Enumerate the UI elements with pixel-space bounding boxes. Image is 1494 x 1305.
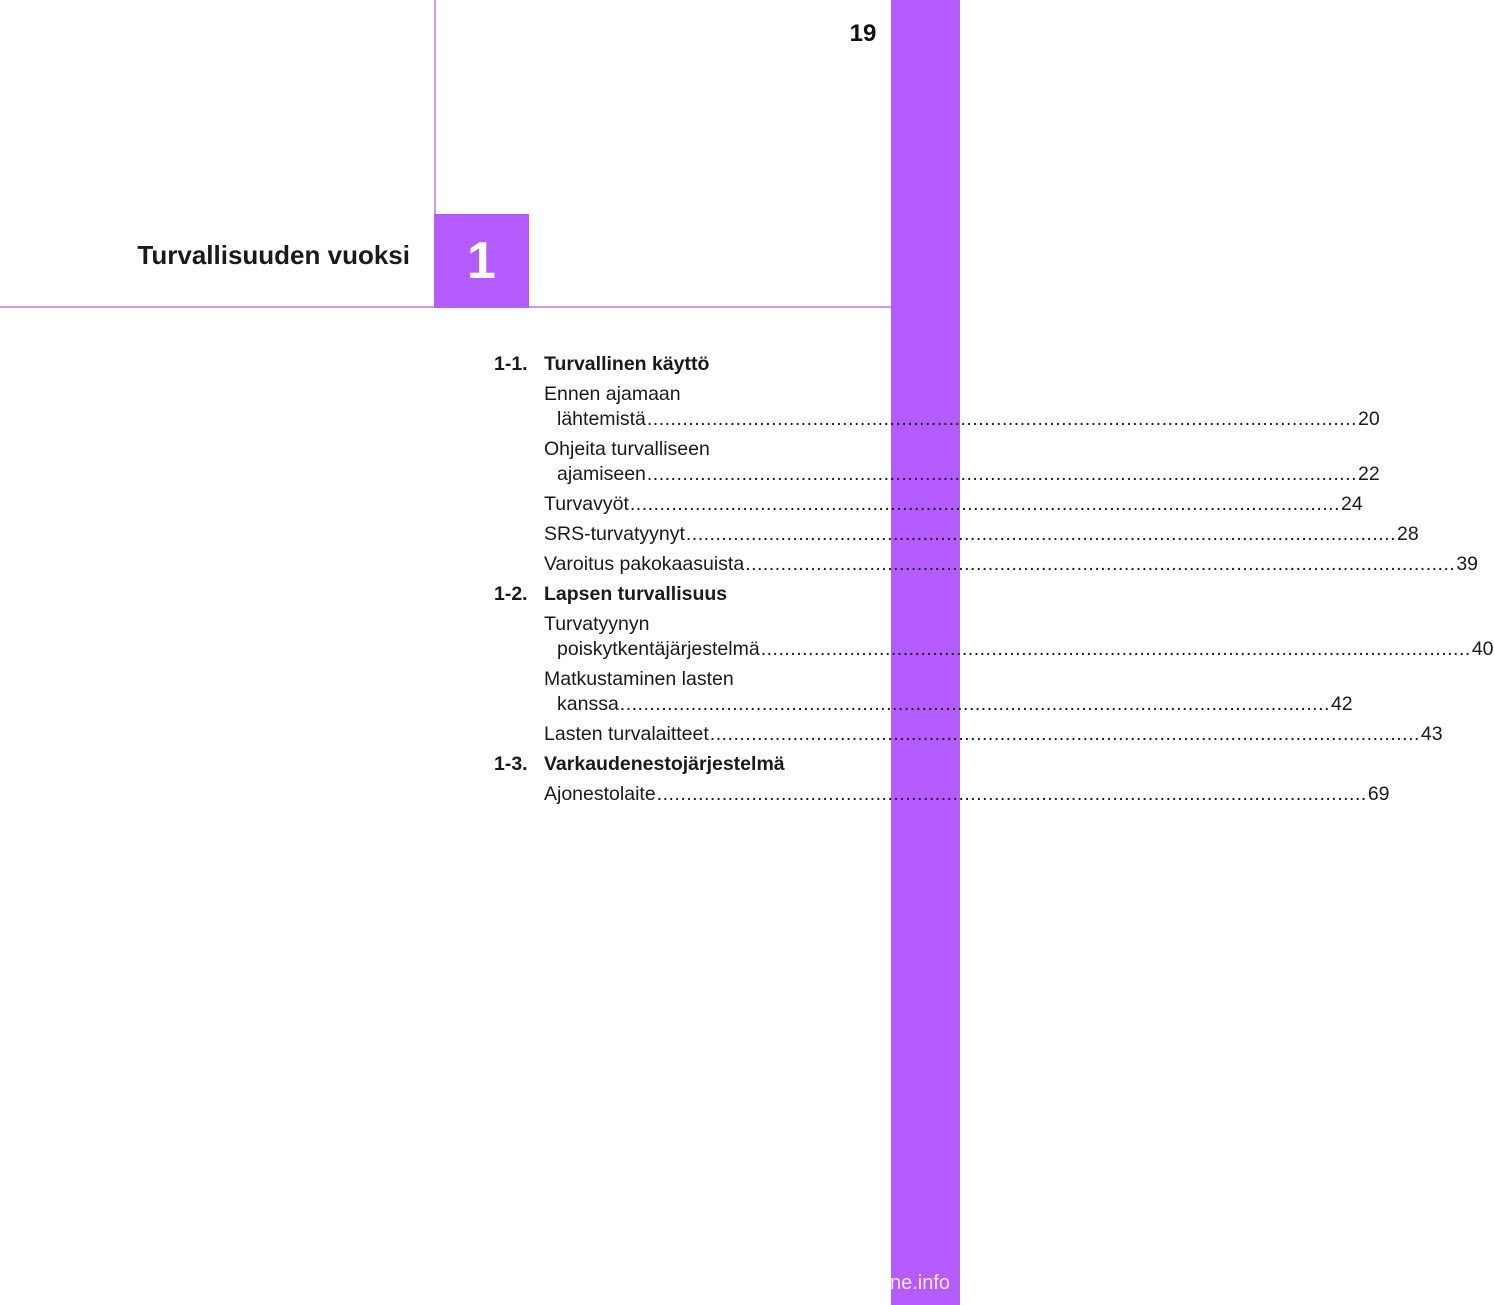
toc-entry-page: 42 [1330,693,1353,715]
toc-entry-title: Ennen ajamaan [544,383,681,405]
dot-leader: ........................................................................................................................ [745,553,1456,575]
dot-leader: ........................................................................................................................ [646,463,1358,485]
toc-entry-page: 28 [1397,523,1419,545]
toc-entry[interactable] [544,437,1380,487]
toc-entry-title: Ohjeita turvalliseen [544,438,710,460]
toc-entry[interactable] [544,522,1419,547]
chapter-number-box [434,214,529,308]
toc-section-1-1 [494,352,1479,577]
chapter-title: Turvallisuuden vuoksi [137,240,410,270]
toc-entry-page: 39 [1456,553,1479,575]
toc-entry[interactable] [544,782,1390,807]
toc-section-heading [494,352,834,377]
toc-entry[interactable] [544,612,1494,662]
dot-leader: ........................................................................................................................ [646,408,1358,430]
toc-section-number: 1-1. [494,353,528,375]
toc-entry-title: Varoitus pakokaasuista [544,553,745,575]
dot-leader: ........................................................................................................................ [685,523,1397,545]
toc-section-1-2 [494,582,1494,747]
toc-entry[interactable] [544,492,1363,517]
toc-section-title[interactable]: Varkaudenestojärjestelmä [544,753,785,775]
toc-section-title[interactable]: Turvallinen käyttö [544,353,710,375]
toc-entry-title: Turvatyynyn [544,613,650,635]
dot-leader: ........................................................................................................................ [629,493,1341,515]
page-number: 19 [849,20,877,47]
vertical-rule [434,0,436,214]
toc-entry-title: Lasten turvalaitteet [544,723,709,745]
toc-entry[interactable] [544,667,1353,717]
table-of-contents [494,352,1494,812]
dot-leader: ........................................................................................................................ [619,693,1330,715]
toc-entry-title-cont: poiskytkentäjärjestelmä [557,638,760,660]
toc-entry-page: 22 [1358,463,1380,485]
toc-entry[interactable] [544,722,1443,747]
toc-entry-title: SRS-turvatyynyt [544,523,685,545]
toc-section-number: 1-3. [494,753,528,775]
toc-entry-page: 69 [1367,783,1390,805]
watermark: carmanualsonline.info [755,1272,950,1294]
toc-entry-title-cont: kanssa [557,693,619,715]
dot-leader: ........................................................................................................................ [709,723,1420,745]
toc-entry-title: Turvavyöt [544,493,629,515]
toc-section-heading [494,752,834,777]
toc-entry-title: Ajonestolaite [544,783,656,805]
dot-leader: ........................................................................................................................ [656,783,1367,805]
toc-entry-page: 40 [1471,638,1494,660]
toc-section-heading [494,582,834,607]
toc-entry-page: 20 [1358,408,1380,430]
toc-entry-title: Matkustaminen lasten [544,668,734,690]
toc-section-number: 1-2. [494,583,528,605]
chapter-number: 1 [467,232,496,290]
dot-leader: ........................................................................................................................ [760,638,1471,660]
toc-entry-title-cont: lähtemistä [557,408,646,430]
toc-entry[interactable] [544,382,1380,432]
toc-entry-page: 24 [1341,493,1363,515]
toc-section-1-3 [494,752,1390,807]
toc-section-title[interactable]: Lapsen turvallisuus [544,583,728,605]
toc-entry-title-cont: ajamiseen [557,463,646,485]
toc-entry[interactable] [544,552,1479,577]
toc-entry-page: 43 [1420,723,1443,745]
